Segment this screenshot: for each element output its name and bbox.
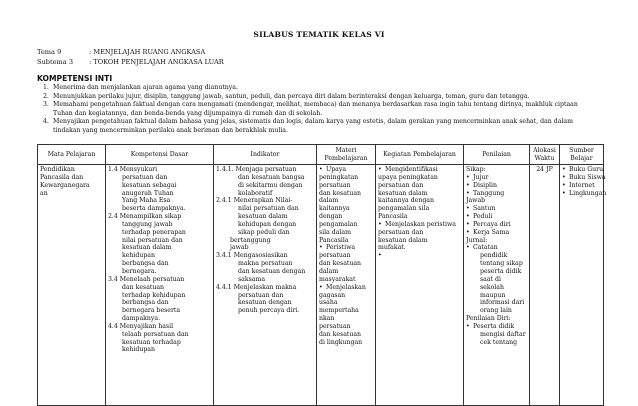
ki-item-text: Menerima dan menjalankan ajaran agama yang dianutnya. — [53, 84, 238, 91]
penilaian-line: Sikap: — [466, 166, 486, 173]
kegiatan-line: mufakat. — [378, 244, 406, 252]
ki-item — [37, 84, 607, 93]
materi-line: dan kesatuan — [319, 260, 362, 268]
kompetensi-dasar-line: 4.4 Menyajikan hasil — [108, 322, 174, 330]
materi-line: dalam — [319, 197, 339, 205]
indikator-line: dan kesatuan dengan — [238, 267, 306, 275]
penilaian-line: Jawab — [466, 197, 486, 205]
header-penilaian: Penilaian — [464, 145, 530, 165]
materi-line: dan kesatuan — [319, 330, 362, 338]
kegiatan-line: persatuan dan — [378, 228, 424, 236]
kompetensi-dasar-line: 1.4 Mensyukuri — [108, 166, 158, 173]
penilaian-line: • Peduli — [466, 213, 527, 221]
indikator-line: kesatuan dengan — [238, 299, 292, 307]
penilaian-line: sekolah — [480, 283, 504, 291]
kompetensi-dasar-line: nilai persatuan dan — [122, 236, 183, 244]
materi-line: sila dalam — [319, 228, 351, 236]
materi-line: dengan — [319, 213, 343, 221]
indikator-line: nilai persatuan dan — [238, 205, 299, 213]
kompetensi-dasar-line: kesatuan terhadap — [122, 338, 181, 346]
ki-item-text: Tuhan dan kegiatannya, dan benda-benda yang dijumpainya di rumah dan di sekolah. — [53, 109, 323, 117]
indikator-line: persatuan dan — [238, 291, 284, 299]
ki-item — [37, 118, 607, 135]
ki-item — [37, 101, 607, 118]
indikator-line: kehidupan dengan — [238, 220, 297, 228]
materi-line: kaitannya — [319, 205, 350, 213]
kompetensi-dasar-line: dampaknya. — [122, 315, 161, 323]
materi-line: masyarakat — [319, 275, 356, 283]
ki-item-number: 2. — [43, 92, 49, 100]
materi-line: mempertaha — [319, 307, 359, 315]
kegiatan-line: Pancasila — [378, 213, 408, 221]
sumber-belajar-item: • Internet — [562, 182, 601, 190]
ki-item-number: 3. — [43, 101, 49, 109]
kompetensi-dasar-line: persatuan dan — [122, 173, 168, 181]
meta-subtema-key: Subtema 3 — [37, 58, 74, 66]
indikator-line: 3.4.1 Mengasosiasikan — [216, 252, 288, 260]
kegiatan-line: upaya peningkatan — [378, 173, 438, 181]
indikator-line: makna persatuan — [238, 260, 293, 268]
materi-line: • Menjelaskan — [319, 284, 373, 292]
meta-tema-key: Tema 9 — [37, 48, 62, 56]
sumber-belajar-item: • Buku Guru — [562, 166, 601, 174]
header-kompetensi-dasar: Kompetensi Dasar — [106, 145, 214, 165]
indikator-line: di sekitarmu dengan — [238, 181, 303, 189]
syllabus-table — [37, 144, 607, 406]
header-sumber-belajar: Sumber Belajar — [560, 145, 604, 165]
penilaian-line: • Santun — [466, 205, 527, 213]
penilaian-line: • Percaya diri — [466, 221, 527, 229]
penilaian-line: mengisi daftar — [480, 330, 526, 338]
cell-kompetensi-dasar — [106, 165, 214, 406]
indikator-line: kolaboratif — [238, 189, 273, 197]
penilaian-line: • Peserta didik — [466, 323, 527, 331]
kompetensi-dasar-line: berbangsa dan — [122, 299, 169, 307]
materi-line: • Peristiwa — [319, 244, 373, 252]
kompetensi-dasar-line: bernegara. — [122, 267, 157, 275]
penilaian-line: saat di — [480, 275, 501, 283]
cell-kegiatan — [376, 165, 464, 406]
kompetensi-dasar-line: beserta dampaknya. — [122, 205, 186, 213]
kompetensi-dasar-line: terhadap kehidupan — [122, 291, 186, 299]
cell-materi — [317, 165, 376, 406]
meta-subtema-value: : TOKOH PENJELAJAH ANGKASA LUAR — [89, 58, 224, 66]
ki-list — [37, 84, 607, 136]
kompetensi-dasar-line: 3.4 Menelaah persatuan — [108, 275, 185, 283]
header-mapel: Mata Pelajaran — [38, 145, 106, 165]
penilaian-line: cek tentang — [480, 338, 518, 346]
indikator-line: penuh percaya diri. — [238, 307, 300, 315]
indikator-line: saksama — [238, 275, 266, 283]
kompetensi-dasar-line: kesatuan dalam — [122, 244, 172, 252]
penilaian-line: maupun — [480, 291, 506, 299]
kompetensi-dasar-line: tanggung jawab — [122, 220, 173, 228]
materi-line: di lingkungan — [319, 338, 363, 346]
cell-indikator — [214, 165, 317, 406]
indikator-line: 1.4.1. Menjaga persatuan — [216, 166, 297, 173]
mapel-line: Pancasila dan — [40, 173, 84, 181]
header-indikator: Indikator — [214, 145, 317, 165]
ki-item-text: Menyajikan pengetahuan faktual dalam bahasa yang jelas, sistematis dan logis, dalam karya yang estetis, dalam gerakan yang mencerminkan anak sehat, dan dalam — [53, 118, 573, 126]
kompetensi-dasar-line: kehidupan — [122, 346, 155, 354]
penilaian-line: informasi dari — [480, 299, 525, 307]
kegiatan-line: pengamalan sila — [378, 205, 430, 213]
meta-subtema — [37, 58, 224, 66]
materi-line: dan kesatuan — [319, 189, 362, 197]
kompetensi-dasar-line: anugerah Tuhan — [122, 189, 174, 197]
indikator-line: dan kesatuan bangsa — [238, 173, 305, 181]
meta-tema — [37, 48, 205, 56]
indikator-line: jawab — [230, 244, 249, 252]
penilaian-line: Penilaian Diri: — [466, 315, 511, 323]
materi-line: persatuan — [319, 252, 351, 260]
kegiatan-line: kaitannya dengan — [378, 197, 434, 205]
penilaian-line: peserta didik — [480, 267, 522, 275]
materi-line: usaha — [319, 299, 338, 307]
kompetensi-dasar-line: terhadap penerapan — [122, 228, 186, 236]
meta-tema-value: : MENJELAJAH RUANG ANGKASA — [89, 48, 206, 56]
table-header-row — [38, 145, 604, 165]
materi-line: gagasan — [319, 291, 346, 299]
mapel-line: Pendidikan — [40, 166, 75, 173]
cell-sumber-belajar — [560, 165, 607, 406]
alokasi-waktu-value: 24 JP — [536, 166, 553, 173]
sumber-belajar-item: • Lingkungan — [562, 190, 601, 198]
kegiatan-line: persatuan dan — [378, 181, 424, 189]
penilaian-line: orang lain — [480, 307, 512, 315]
cell-penilaian — [464, 165, 530, 406]
page-title: SILABUS TEMATIK KELAS VI — [253, 30, 385, 39]
kompetensi-dasar-line: Yang Maha Esa — [122, 197, 171, 205]
kompetensi-dasar-line: telaah persatuan dan — [122, 330, 189, 338]
ki-item-text: tindakan yang mencerminkan perilaku anak beriman dan berakhlak mulia. — [53, 126, 288, 134]
kompetensi-dasar-line: kehidupan — [122, 252, 155, 260]
materi-line: persatuan — [319, 322, 351, 330]
materi-line: peningkatan — [319, 173, 359, 181]
table-row — [38, 165, 604, 406]
penilaian-line: Jurnal: — [466, 236, 488, 244]
kegiatan-line: kesatuan dalam — [378, 236, 428, 244]
ki-heading: KOMPETENSI INTI — [37, 74, 113, 83]
penilaian-line: tentang sikap — [480, 260, 523, 268]
indikator-line: 2.4.1 Menerapkan Nilai- — [216, 197, 293, 205]
mapel-line: an — [40, 189, 48, 197]
materi-line: • Upaya — [319, 166, 373, 174]
kompetensi-dasar-line: 2.4 Menampilkan sikap — [108, 213, 182, 221]
cell-mapel — [38, 165, 106, 406]
header-alokasi-waktu: Alokasi Waktu — [530, 145, 560, 165]
materi-line: pengamalan — [319, 220, 358, 228]
materi-line: dalam — [319, 267, 339, 275]
penilaian-line: pendidik — [480, 252, 508, 260]
indikator-line: 4.4.1 Menjelaskan makna — [216, 283, 297, 291]
kompetensi-dasar-line: bernegara beserta — [122, 307, 181, 315]
kegiatan-line: • Menjelaskan peristiwa — [378, 221, 461, 229]
kompetensi-dasar-line: berbangsa dan — [122, 260, 169, 268]
ki-item-text: Menunjukkan perilaku jujur, disiplin, tanggung jawab, santun, peduli, dan percaya diri dalam berinteraksi dengan keluarga, teman, guru dan tetangga. — [53, 92, 530, 100]
header-materi: Materi Pembelajaran — [317, 145, 376, 165]
materi-line: Pancasila — [319, 236, 349, 244]
header-kegiatan: Kegiatan Pembelajaran — [376, 145, 464, 165]
kompetensi-dasar-line: kesatuan sebagai — [122, 181, 177, 189]
kompetensi-dasar-line: dan kesatuan — [122, 283, 165, 291]
ki-item — [37, 93, 607, 102]
indikator-line: kesatuan dalam — [238, 213, 288, 221]
cell-alokasi-waktu — [530, 165, 560, 406]
indikator-line: bertanggung — [230, 236, 271, 244]
penilaian-line: • Jujur — [466, 174, 527, 182]
materi-line: persatuan — [319, 181, 351, 189]
indikator-line: sikap peduli dan — [238, 228, 290, 236]
penilaian-line: • Catatan — [466, 244, 527, 252]
kegiatan-line: • Mengidentifikasi — [378, 166, 461, 174]
kegiatan-line: kesatuan dalam — [378, 189, 428, 197]
penilaian-line: • Disiplin — [466, 182, 527, 190]
ki-item-text: Memahami pengetahuan faktual dengan cara mengamati (mendengar, melihat, membaca) dan menanya berdasarkan rasa ingin tahu tentang dirinya, makhluk ciptaan — [53, 101, 578, 109]
ki-item-number: 1. — [43, 84, 49, 91]
ki-item-number: 4. — [43, 118, 49, 126]
sumber-belajar-item: • Buku Siswa — [562, 174, 601, 182]
mapel-line: Kewarganegara — [40, 181, 90, 189]
materi-line: nkan — [319, 315, 335, 323]
penilaian-line: • Tanggung — [466, 190, 527, 198]
penilaian-line: • Kerja Sama — [466, 229, 527, 237]
